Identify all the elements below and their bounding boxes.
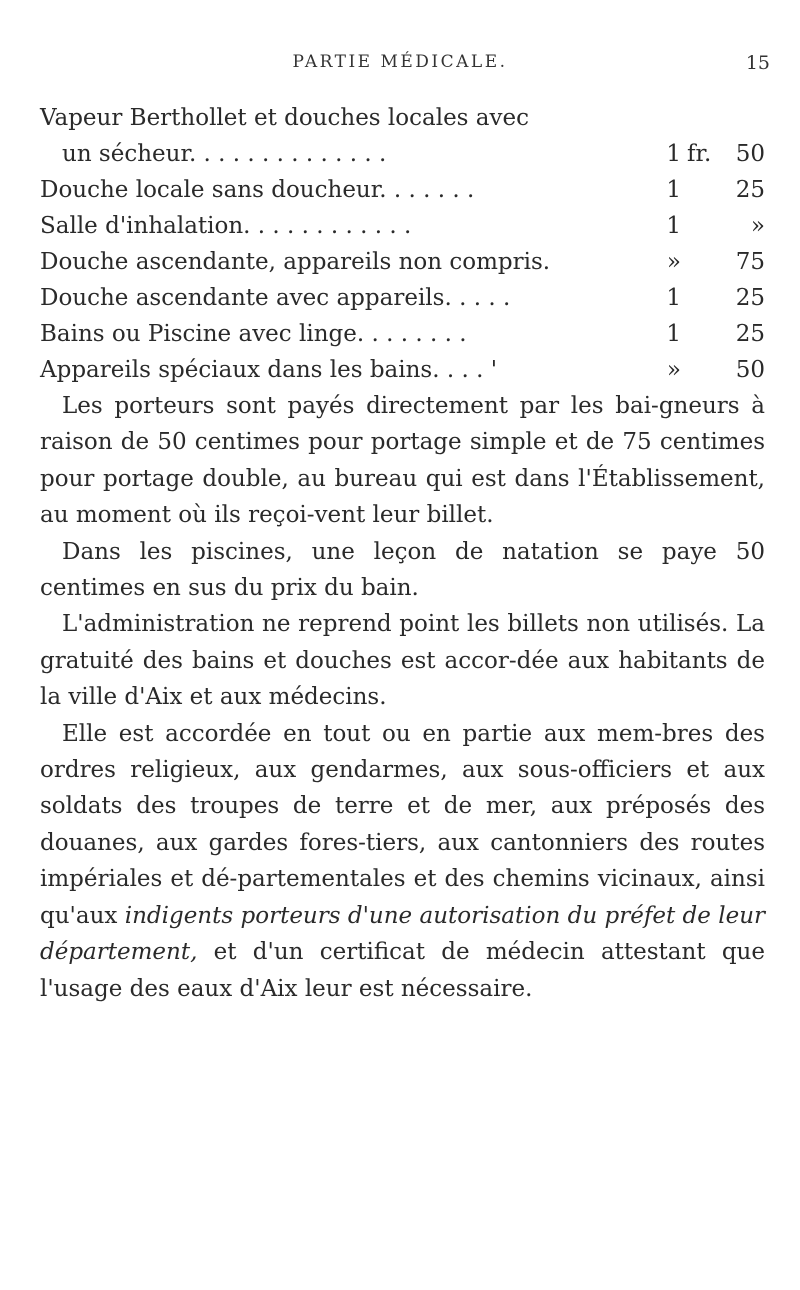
price-desc: Appareils spéciaux dans les bains. . . . '	[40, 357, 498, 383]
running-title: PARTIE MÉDICALE.	[292, 52, 508, 72]
price-desc: Salle d'inhalation. . . . . . . . . . . .	[40, 213, 412, 239]
price-desc: un sécheur. . . . . . . . . . . . . .	[62, 141, 387, 167]
price-row	[40, 280, 765, 316]
price-centimes: 25	[735, 177, 765, 203]
price-desc: Douche locale sans doucheur. . . . . . .	[40, 177, 475, 203]
price-centimes: 50	[735, 141, 765, 167]
price-francs: 1	[666, 321, 681, 347]
price-desc: Douche ascendante avec appareils. . . . .	[40, 285, 511, 311]
price-row	[40, 244, 765, 280]
price-row-heading	[40, 100, 765, 136]
price-francs: 1	[666, 177, 681, 203]
paragraph-text: et d'un certificat de médecin attestant que l'usage des eaux d'Aix leur est nécessaire.	[40, 939, 765, 1002]
price-francs: »	[666, 249, 681, 275]
price-desc: Bains ou Piscine avec linge. . . . . . . .	[40, 321, 467, 347]
paragraph-porteurs: Les porteurs sont payés directement par les bai-gneurs à raison de 50 centimes pour portage simple et de 75 centimes pour portage double, au bureau qui est dans l'Établissement, au moment où ils reçoi-vent leur billet.	[40, 393, 765, 529]
page-number: 15	[745, 52, 770, 74]
price-row	[40, 316, 765, 352]
price-row	[40, 208, 765, 244]
price-desc: Vapeur Berthollet et douches locales avec	[40, 105, 529, 131]
price-centimes: 50	[735, 357, 765, 383]
price-centimes: 25	[735, 285, 765, 311]
paragraph-piscines: Dans les piscines, une leçon de natation se paye 50 centimes en sus du prix du bain.	[40, 538, 765, 602]
price-francs: 1	[666, 213, 681, 239]
paragraph-text: Elle est accordée en tout ou en partie aux mem-bres des ordres religieux, aux gendarmes, aux sous-officiers et aux soldats des troupes de terre et de mer, aux préposés des douanes, aux gardes fores-tiers, aux cantonniers des routes impériales et dé-partementales et des chemins vicinaux, ainsi qu'aux	[40, 720, 765, 929]
price-centimes: 25	[735, 321, 765, 347]
paragraph-italic-text: indigents porteurs d'une autorisation du préfet de leur département,	[40, 902, 766, 966]
price-fr-label: fr.	[687, 141, 712, 167]
price-francs: 1	[666, 285, 681, 311]
page-content	[40, 100, 765, 1007]
paragraph-administration: L'administration ne reprend point les billets non utilisés. La gratuité des bains et douches est accor-dée aux habitants de la ville d'Aix et aux médecins.	[40, 611, 765, 711]
price-centimes: 75	[735, 249, 765, 275]
paragraph-gratuite	[40, 716, 765, 1007]
price-francs: »	[666, 357, 681, 383]
price-list	[40, 100, 765, 388]
price-desc: Douche ascendante, appareils non compris.	[40, 249, 551, 275]
price-row	[40, 136, 765, 172]
price-row	[40, 352, 765, 388]
price-centimes: »	[750, 213, 765, 239]
price-francs: 1	[666, 141, 681, 167]
price-row	[40, 172, 765, 208]
running-head	[0, 52, 800, 78]
